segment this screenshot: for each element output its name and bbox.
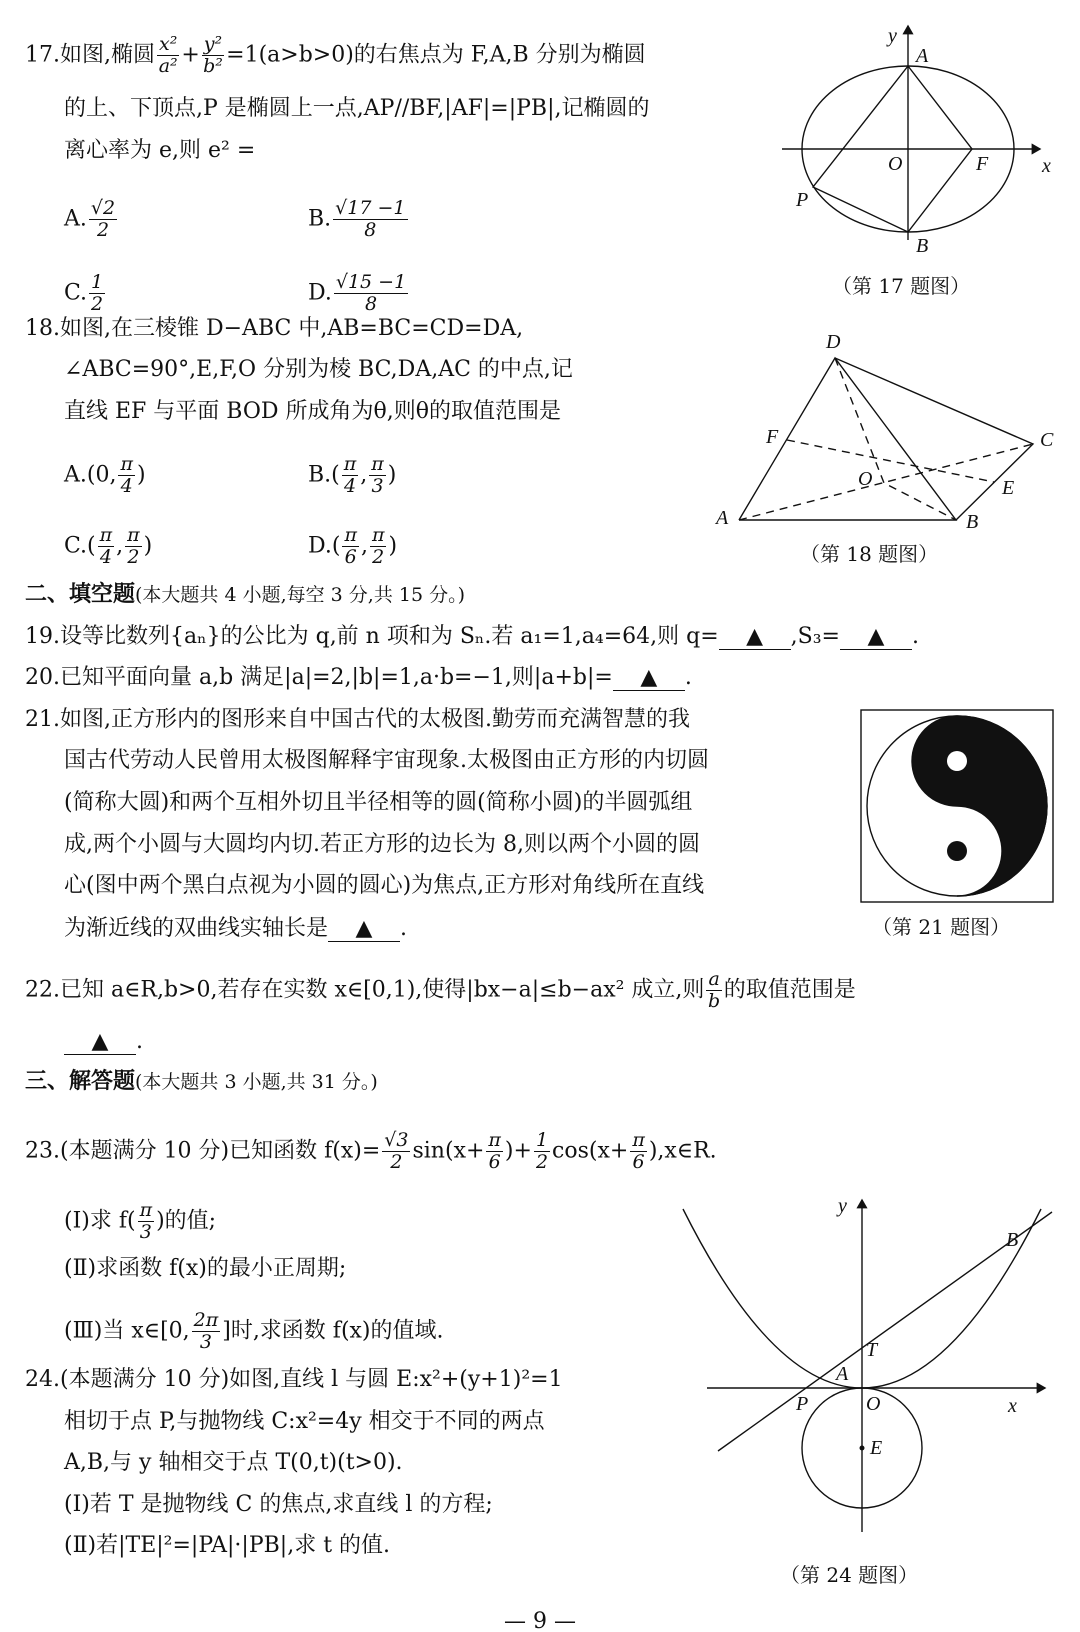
svg-text:T: T: [866, 1339, 878, 1361]
question-21-line: (简称大圆)和两个互相外切且半径相等的圆(简称小圆)的半圆弧组: [64, 790, 693, 815]
svg-text:B: B: [1006, 1229, 1019, 1251]
answer-blank: ▲: [613, 666, 685, 691]
option-d: D.( $\frac{\pi}{6}$ , $\frac{\pi}{2}$ ): [308, 524, 398, 568]
option-c: C. $\frac{1}{2}$: [64, 271, 104, 315]
figure-18-caption: （第 18 题图）: [800, 542, 939, 566]
question-number: 17.: [25, 42, 60, 68]
svg-text:y: y: [838, 1195, 847, 1217]
question-17-line-2: 的上、下顶点,P 是椭圆上一点,AP//BF,|AF|=|PB|,记椭圆的: [64, 96, 650, 121]
taiji-black-half: [912, 716, 1047, 896]
fraction: $\frac{\text{y²}}{\text{b²}}$: [203, 33, 223, 77]
svg-text:x: x: [1008, 1395, 1017, 1417]
answer-blank: ▲: [719, 625, 791, 650]
svg-text:C: C: [1040, 429, 1054, 451]
option-a: A. $\frac{√2}{2}$: [64, 197, 116, 241]
svg-text:A: A: [716, 507, 729, 529]
svg-text:A: A: [836, 1363, 849, 1385]
figure-18-pyramid-diagram: [714, 331, 1054, 533]
figure-24-caption: （第 24 题图）: [780, 1563, 919, 1587]
question-18-line-1: 18.如图,在三棱锥 D−ABC 中,AB=BC=CD=DA,: [25, 316, 524, 341]
svg-text:P: P: [796, 1393, 809, 1415]
option-b: B. $\frac{√17 -1}{8}$: [308, 197, 406, 241]
white-dot: [947, 751, 967, 771]
svg-text:B: B: [966, 511, 979, 533]
svg-text:B: B: [916, 235, 929, 257]
question-21-line: 成,两个小圆与大圆均内切.若正方形的边长为 8,则以两个小圆的圆: [64, 832, 700, 857]
text: =1(a>b>0)的右焦点为 F,A,B 分别为椭圆: [226, 42, 646, 68]
svg-text:E: E: [870, 1437, 883, 1459]
question-23-part-2: (Ⅱ)求函数 f(x)的最小正周期;: [64, 1256, 347, 1281]
question-24-line: (Ⅱ)若|TE|²=|PA|·|PB|,求 t 的值.: [64, 1533, 391, 1558]
question-21-line: 为渐近线的双曲线实轴长是 ▲ .: [64, 916, 408, 941]
option-c: C.( $\frac{\pi}{4}$ , $\frac{\pi}{2}$ ): [64, 524, 153, 568]
svg-text:A: A: [916, 45, 929, 67]
svg-text:y: y: [888, 25, 897, 47]
question-20: 20.已知平面向量 a,b 满足|a|=2,|b|=1,a·b=−1,则|a+b|= ▲ .: [25, 665, 692, 690]
answer-blank: ▲: [64, 1030, 136, 1055]
question-23-part-1: (Ⅰ)求 f( $\frac{\pi}{3}$ )的值;: [64, 1199, 217, 1243]
figure-24-parabola-diagram: [683, 1195, 1052, 1532]
svg-text:F: F: [976, 153, 989, 175]
svg-text:E: E: [1002, 477, 1015, 499]
question-24-line-1: 24.(本题满分 10 分)如图,直线 l 与圆 E:x²+(y+1)²=1: [25, 1367, 563, 1392]
section-2-heading: 二、填空题(本大题共 4 小题,每空 3 分,共 15 分。): [25, 582, 466, 607]
svg-text:O: O: [888, 153, 903, 175]
svg-text:x: x: [1042, 155, 1051, 177]
figure-21-caption: （第 21 题图）: [872, 915, 1011, 939]
answer-blank: ▲: [840, 625, 912, 650]
question-24-line: 相切于点 P,与抛物线 C:x²=4y 相交于不同的两点: [64, 1409, 545, 1434]
svg-text:F: F: [766, 426, 779, 448]
text: +: [181, 42, 200, 68]
question-18-line-3: 直线 EF 与平面 BOD 所成角为θ,则θ的取值范围是: [64, 399, 562, 424]
question-24-line: A,B,与 y 轴相交于点 T(0,t)(t>0).: [64, 1450, 403, 1475]
svg-text:P: P: [796, 189, 809, 211]
question-19: 19.设等比数列{aₙ}的公比为 q,前 n 项和为 Sₙ.若 a₁=1,a₄=64,则 q= ▲ ,S₃= ▲ .: [25, 624, 919, 649]
question-23-part-3: (Ⅲ)当 x∈[0, $\frac{2\pi}{3}$ ]时,求函数 f(x)的值域.: [64, 1309, 444, 1353]
figure-17-caption: （第 17 题图）: [832, 274, 971, 298]
question-23: 23.(本题满分 10 分)已知函数 f(x)= $\frac{√3}{2}$ sin(x+ $\frac{\pi}{6}$ )+ $\frac{1}{2}$ cos(x+ $\frac{\pi}{6}$ ),x∈R.: [25, 1129, 717, 1173]
answer-blank: ▲: [328, 917, 400, 942]
option-d: D. $\frac{√15 -1}{8}$: [308, 271, 407, 315]
fraction: $\frac{\text{x²}}{\text{a²}}$: [158, 33, 178, 77]
section-3-heading: 三、解答题(本大题共 3 小题,共 31 分。): [25, 1069, 378, 1094]
svg-text:O: O: [858, 468, 873, 490]
question-22: 22.已知 a∈R,b>0,若存在实数 x∈[0,1),使得|bx−a|≤b−ax² 成立,则 $\frac{a}{b}$ 的取值范围是: [25, 968, 856, 1012]
option-b: B.( $\frac{\pi}{4}$ , $\frac{\pi}{3}$ ): [308, 453, 397, 497]
svg-text:O: O: [866, 1393, 881, 1415]
black-dot: [947, 841, 967, 861]
question-21-line-1: 21.如图,正方形内的图形来自中国古代的太极图.勤劳而充满智慧的我: [25, 707, 690, 732]
question-21-line: 心(图中两个黑白点视为小圆的圆心)为焦点,正方形对角线所在直线: [64, 873, 705, 898]
option-a: A.(0, $\frac{\pi}{4}$ ): [64, 453, 146, 497]
page-number: — 9 —: [504, 1609, 576, 1632]
question-22-answer: ▲ .: [64, 1028, 143, 1056]
figure-17-ellipse-diagram: [782, 25, 1051, 257]
question-18-line-2: ∠ABC=90°,E,F,O 分别为棱 BC,DA,AC 的中点,记: [64, 357, 573, 382]
question-21-line: 国古代劳动人民曾用太极图解释宇宙现象.太极图由正方形的内切圆: [64, 748, 709, 773]
question-17-line-3: 离心率为 e,则 e² =: [64, 138, 256, 163]
figure-21-taiji-diagram: [861, 710, 1053, 902]
question-24-line: (Ⅰ)若 T 是抛物线 C 的焦点,求直线 l 的方程;: [64, 1492, 493, 1517]
svg-text:D: D: [826, 331, 841, 353]
text: 如图,椭圆: [60, 42, 155, 68]
